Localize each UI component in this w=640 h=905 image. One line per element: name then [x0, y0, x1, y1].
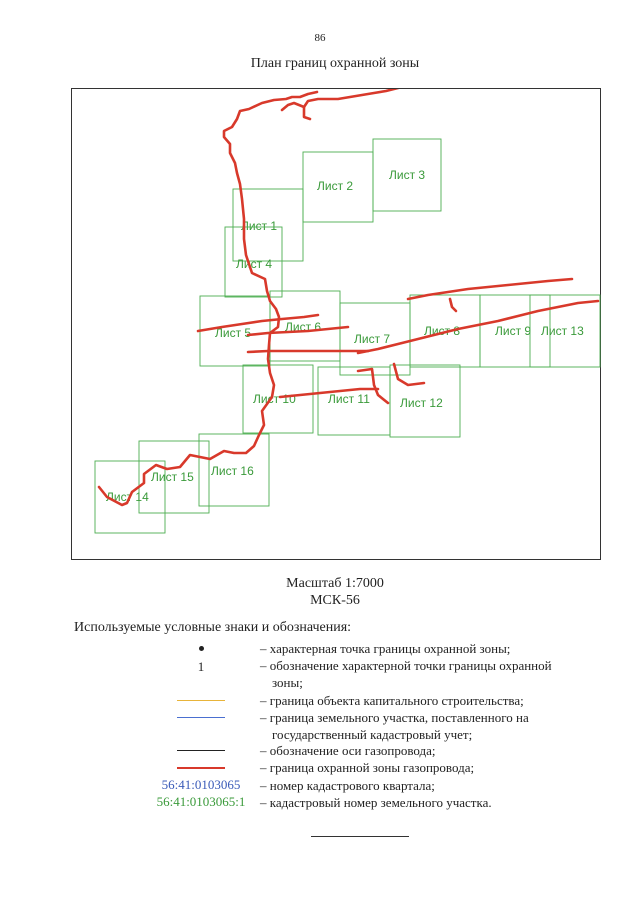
point-symbol [146, 640, 256, 651]
red-line-icon [177, 767, 225, 769]
legend-desc: – обозначение оси газопровода; [260, 743, 436, 758]
sheet-label: Лист 7 [354, 332, 391, 346]
yellow-line-icon [177, 700, 225, 701]
legend-desc-line2: государственный кадастровый учет; [272, 727, 473, 742]
legend-row-cadastral-quarter [74, 777, 614, 795]
map-canvas [72, 89, 602, 561]
sheet-index-layer [95, 139, 600, 533]
legend-desc [260, 709, 610, 743]
sheet-label: Лист 13 [541, 324, 584, 338]
legend-desc: – граница объекта капитального строительства; [260, 693, 524, 708]
legend-title: Используемые условные знаки и обозначения: [74, 620, 352, 635]
cadastral-parcel-symbol: 56:41:0103065:1 [156, 794, 246, 809]
point-dot-icon [199, 646, 204, 651]
sheet-label: Лист 5 [215, 326, 252, 340]
cadastral-quarter-symbol: 56:41:0103065 [161, 777, 241, 792]
zone-branch-north-2 [304, 107, 310, 119]
coordinate-system: МСК-56 [310, 593, 360, 608]
land-parcel-symbol [146, 709, 256, 718]
sheet-label: Лист 3 [389, 168, 426, 182]
legend-desc-line1: – обозначение характерной точки границы охранной [260, 658, 552, 673]
legend-row-protection-zone [74, 759, 614, 777]
legend-desc: – граница охранной зоны газопровода; [260, 760, 475, 775]
map-frame [71, 88, 601, 560]
sheet-label: Лист 9 [495, 324, 532, 338]
protection-zone-layer [99, 89, 598, 505]
sheet-label: Лист 16 [211, 464, 254, 478]
bottom-rule [311, 836, 409, 837]
sheet-label: Лист 1 [241, 219, 278, 233]
map-scale: Масштаб 1:7000 [286, 576, 384, 591]
legend-row-cadastral-parcel [74, 794, 614, 812]
legend-desc [260, 657, 610, 691]
legend-row-point [74, 640, 614, 658]
sheet-label: Лист 8 [424, 324, 461, 338]
black-line-icon [177, 750, 225, 751]
zone-cross-1 [248, 351, 368, 352]
legend-row-capital-construction [74, 692, 614, 710]
point-number-symbol: 1 [197, 659, 205, 674]
sheet-label: Лист 4 [236, 257, 273, 271]
protection-zone-symbol [146, 759, 256, 769]
legend-desc-line2: зоны; [272, 675, 303, 690]
blue-line-icon [177, 717, 225, 718]
sheet-label: Лист 15 [151, 470, 194, 484]
zone-east-upper [408, 279, 572, 299]
legend-row-land-parcel [74, 709, 614, 743]
sheet-label: Лист 6 [285, 320, 322, 334]
legend-desc: – кадастровый номер земельного участка. [260, 795, 492, 810]
sheet-label: Лист 12 [400, 396, 443, 410]
legend-row-pipeline-axis [74, 742, 614, 760]
map-title: План границ охранной зоны [250, 56, 420, 71]
zone-east-stub [450, 299, 456, 311]
legend-row-point-number [74, 657, 614, 691]
legend-desc-line1: – граница земельного участка, поставленного на [260, 710, 529, 725]
legend-desc: – характерная точка границы охранной зоны; [260, 641, 511, 656]
pipeline-axis-symbol [146, 742, 256, 751]
sheet-label: Лист 11 [328, 392, 370, 406]
legend-desc: – номер кадастрового квартала; [260, 778, 435, 793]
sheet-label: Лист 10 [253, 392, 296, 406]
zone-main-route [99, 92, 317, 505]
sheet-label: Лист 14 [106, 490, 149, 504]
page-number: 86 [314, 32, 326, 44]
sheet-label: Лист 2 [317, 179, 354, 193]
capital-construction-symbol [146, 692, 256, 701]
